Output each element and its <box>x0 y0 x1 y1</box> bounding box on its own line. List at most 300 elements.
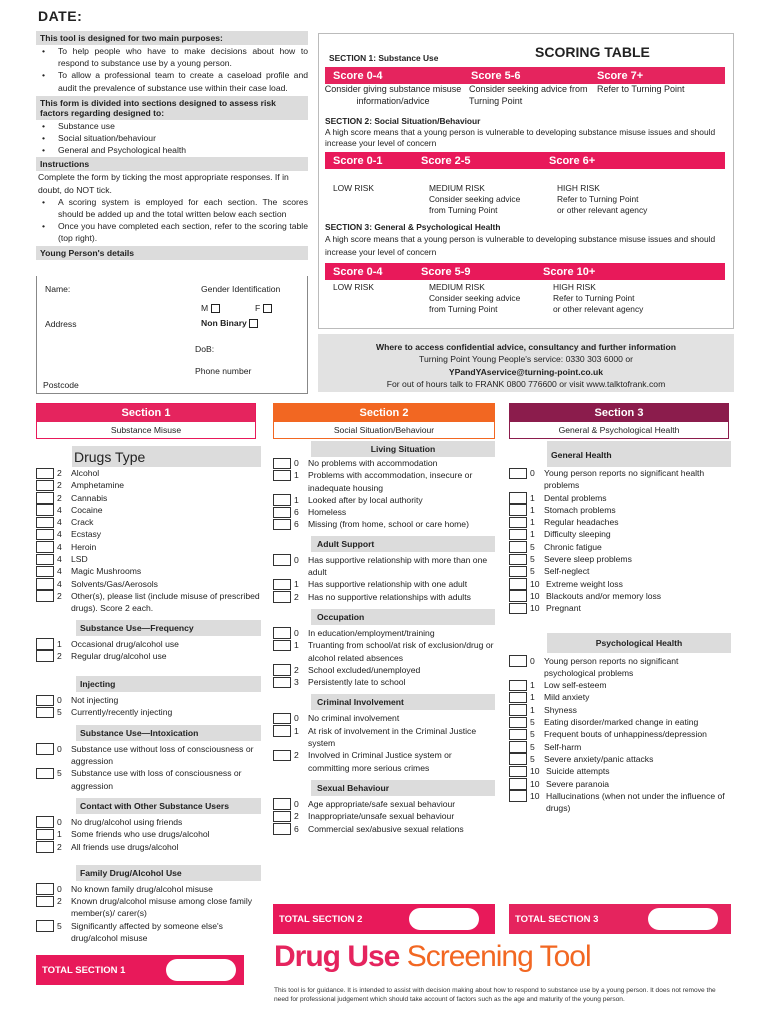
drug-checkbox[interactable] <box>36 554 54 566</box>
drug-score: 4 <box>57 566 62 577</box>
s3-desc-med: MEDIUM RISK Consider seeking advice from Turning Point <box>429 282 521 314</box>
s2-desc-med: MEDIUM RISK Consider seeking advice from Turning Point <box>429 183 521 215</box>
total-section1-label: TOTAL SECTION 1 <box>42 964 126 976</box>
drug-row[interactable] <box>36 565 261 577</box>
occupation-label: School excluded/unemployed <box>308 664 421 675</box>
occupation-row[interactable] <box>273 639 495 664</box>
drug-row[interactable] <box>36 590 261 615</box>
living-score: 1 <box>294 470 299 481</box>
intox-score: 5 <box>57 768 62 779</box>
drug-checkbox[interactable] <box>36 517 54 529</box>
occupation-score: 3 <box>294 677 299 688</box>
occupation-label: Persistently late to school <box>308 677 406 688</box>
family-label: Known drug/alcohol misuse among close family member(s)/ carer(s) <box>71 896 253 919</box>
general-health-row[interactable] <box>509 504 731 516</box>
general-health-label: Regular headaches <box>544 517 619 528</box>
living-label: Problems with accommodation, insecure or inadequate housing <box>308 470 473 493</box>
psych-health-checkbox[interactable] <box>509 692 527 704</box>
general-health-checkbox[interactable] <box>509 492 527 504</box>
general-health-checkbox[interactable] <box>509 517 527 529</box>
s2-band-med: Score 2-5 <box>421 154 471 167</box>
contact-line1: Where to access confidential advice, consultancy and further information <box>376 342 676 352</box>
psych-health-score: 5 <box>530 741 535 752</box>
general-health-label: Self-neglect <box>544 566 590 577</box>
psych-health-checkbox[interactable] <box>509 753 527 765</box>
psych-health-label: Low self-esteem <box>544 680 607 691</box>
living-checkbox[interactable] <box>273 470 291 482</box>
living-score: 6 <box>294 519 299 530</box>
sexual-row[interactable] <box>273 810 495 822</box>
frequency-list <box>36 638 261 663</box>
psych-health-row[interactable] <box>509 765 731 777</box>
section1-body <box>36 446 261 944</box>
criminal-row[interactable] <box>273 712 495 724</box>
living-label: Homeless <box>308 507 347 518</box>
psych-health-row[interactable] <box>509 728 731 740</box>
general-health-row[interactable] <box>509 541 731 553</box>
gender-m-checkbox[interactable] <box>211 304 220 313</box>
sexual-row[interactable] <box>273 798 495 810</box>
drug-checkbox[interactable] <box>36 529 54 541</box>
general-health-score: 0 <box>530 468 535 478</box>
criminal-score: 0 <box>294 713 299 724</box>
general-health-checkbox[interactable] <box>509 578 527 590</box>
support-title: Adult Support <box>311 536 495 552</box>
instruction-item: • Once you have completed each section, refer to the scoring table (top right). <box>36 220 308 244</box>
general-health-row[interactable] <box>509 565 731 577</box>
living-list <box>273 457 495 531</box>
injecting-list <box>36 694 261 719</box>
drug-row[interactable] <box>36 578 261 590</box>
psych-health-checkbox[interactable] <box>509 778 527 790</box>
family-label: No known family drug/alcohol misuse <box>71 883 213 894</box>
criminal-checkbox[interactable] <box>273 750 291 762</box>
details-title: Young Person's details <box>36 246 308 260</box>
psych-health-label: Young person reports no significant psychological problems <box>544 655 679 678</box>
sexual-score: 0 <box>294 798 299 809</box>
drug-label: Magic Mushrooms <box>71 566 142 577</box>
drug-checkbox[interactable] <box>36 541 54 553</box>
general-title: General Health <box>547 441 731 467</box>
general-health-label: Extreme weight loss <box>546 578 623 589</box>
living-checkbox[interactable] <box>273 494 291 506</box>
drug-label: Cannabis <box>71 492 108 503</box>
scoring-table <box>318 33 734 329</box>
general-health-score: 1 <box>530 492 535 503</box>
living-score: 1 <box>294 494 299 505</box>
instructions-title: Instructions <box>36 157 308 171</box>
frequency-row[interactable] <box>36 638 261 650</box>
sexual-title: Sexual Behaviour <box>311 780 495 796</box>
general-health-row[interactable] <box>509 467 731 492</box>
drug-checkbox[interactable] <box>36 504 54 516</box>
general-health-score: 10 <box>530 578 540 589</box>
general-health-label: Chronic fatigue <box>544 541 602 552</box>
injecting-score: 0 <box>57 695 62 706</box>
general-health-checkbox[interactable] <box>509 554 527 566</box>
support-score: 1 <box>294 579 299 590</box>
sexual-row[interactable] <box>273 823 495 835</box>
general-health-score: 5 <box>530 541 535 552</box>
drug-score: 2 <box>57 590 62 601</box>
psych-health-row[interactable] <box>509 716 731 728</box>
living-row[interactable] <box>273 494 495 506</box>
drug-score: 4 <box>57 517 62 528</box>
general-health-score: 5 <box>530 566 535 577</box>
intro-panel <box>36 31 308 260</box>
drug-row[interactable] <box>36 541 261 553</box>
gender-nb-checkbox[interactable] <box>249 319 258 328</box>
total-section1-field[interactable] <box>166 959 236 981</box>
general-health-checkbox[interactable] <box>509 590 527 602</box>
drug-checkbox[interactable] <box>36 590 54 602</box>
psych-health-checkbox[interactable] <box>509 766 527 778</box>
total-section2-label: TOTAL SECTION 2 <box>279 913 363 925</box>
family-checkbox[interactable] <box>36 896 54 908</box>
frequency-checkbox[interactable] <box>36 650 54 662</box>
general-health-checkbox[interactable] <box>509 541 527 553</box>
general-health-label: Difficulty sleeping <box>544 529 611 540</box>
s3-text: A high score means that a young person is vulnerable to developing substance misuse issues and should increase your level of concern <box>325 234 716 257</box>
intox-label: Substance use with loss of consciousness or aggression <box>71 768 242 791</box>
contact-users-checkbox[interactable] <box>36 816 54 828</box>
psych-health-checkbox[interactable] <box>509 680 527 692</box>
gender-m[interactable] <box>201 303 220 313</box>
psych-health-row[interactable] <box>509 790 731 815</box>
section1-subtitle: Substance Misuse <box>110 425 182 435</box>
psych-health-score: 10 <box>530 790 540 801</box>
psych-health-row[interactable] <box>509 655 731 680</box>
purpose-item: • To allow a professional team to create a caseload profile and audit the prevalence of substance use within their case load. <box>36 69 308 93</box>
psych-health-checkbox[interactable] <box>509 655 527 667</box>
general-health-row[interactable] <box>509 492 731 504</box>
general-health-label: Dental problems <box>544 492 607 503</box>
drug-label: Cocaine <box>71 504 103 515</box>
frequency-row[interactable] <box>36 650 261 662</box>
sexual-label: Commercial sex/abusive sexual relations <box>308 823 464 834</box>
living-checkbox[interactable] <box>273 507 291 519</box>
section1-title: Section 1 <box>37 404 255 422</box>
intox-checkbox[interactable] <box>36 743 54 755</box>
support-score: 0 <box>294 554 299 565</box>
living-row[interactable] <box>273 506 495 518</box>
criminal-score: 2 <box>294 750 299 761</box>
s3-band-high: Score 10+ <box>543 265 596 278</box>
purposes-list <box>36 45 308 94</box>
injecting-label: Currently/recently injecting <box>71 707 173 718</box>
support-score: 2 <box>294 591 299 602</box>
support-checkbox[interactable] <box>273 591 291 603</box>
general-health-checkbox[interactable] <box>509 566 527 578</box>
general-health-score: 1 <box>530 504 535 515</box>
sexual-checkbox[interactable] <box>273 798 291 810</box>
purpose-item: • To help people who have to make decisions about how to respond to substance use by a young person. <box>36 45 308 69</box>
family-score: 2 <box>57 896 62 907</box>
psych-health-row[interactable] <box>509 778 731 790</box>
general-health-checkbox[interactable] <box>509 603 527 615</box>
drugs-title: Drugs Type <box>72 446 261 467</box>
drug-score: 2 <box>57 492 62 503</box>
injecting-row[interactable] <box>36 706 261 718</box>
contact-line2: Turning Point Young People's service: 0330 303 6000 or <box>419 354 633 365</box>
psych-health-row[interactable] <box>509 704 731 716</box>
general-health-row[interactable] <box>509 553 731 565</box>
occupation-checkbox[interactable] <box>273 664 291 676</box>
sexual-label: Inappropriate/unsafe sexual behaviour <box>308 811 455 822</box>
occupation-row[interactable] <box>273 676 495 688</box>
family-checkbox[interactable] <box>36 883 54 895</box>
section3-header <box>509 403 729 439</box>
drug-checkbox[interactable] <box>36 480 54 492</box>
general-health-checkbox[interactable] <box>509 504 527 516</box>
general-health-row[interactable] <box>509 516 731 528</box>
sexual-checkbox[interactable] <box>273 823 291 835</box>
support-row[interactable] <box>273 578 495 590</box>
injecting-checkbox[interactable] <box>36 695 54 707</box>
drug-row[interactable] <box>36 528 261 540</box>
gender-m-label: M <box>201 303 209 313</box>
psych-health-checkbox[interactable] <box>509 729 527 741</box>
injecting-row[interactable] <box>36 694 261 706</box>
general-health-label: Young person reports no significant health problems <box>544 468 705 491</box>
contact-users-checkbox[interactable] <box>36 829 54 841</box>
family-list <box>36 883 261 944</box>
sexual-list <box>273 798 495 835</box>
injecting-label: Not injecting <box>71 695 119 706</box>
occupation-label: Truanting from school/at risk of exclusion/drug or alcohol related absences <box>308 640 494 663</box>
psych-health-score: 5 <box>530 717 535 728</box>
dob-label: DoB: <box>195 344 215 354</box>
drug-score: 2 <box>57 480 62 491</box>
brand-title <box>274 940 591 974</box>
psych-health-row[interactable] <box>509 753 731 765</box>
drug-checkbox[interactable] <box>36 468 54 480</box>
contact-email[interactable]: YPandYAservice@turning-point.co.uk <box>448 366 604 377</box>
s1-title: SECTION 1: Substance Use <box>329 53 439 63</box>
support-checkbox[interactable] <box>273 554 291 566</box>
sexual-checkbox[interactable] <box>273 811 291 823</box>
general-health-label: Pregnant <box>546 603 581 614</box>
drugs-list <box>36 467 261 615</box>
drug-checkbox[interactable] <box>36 566 54 578</box>
living-row[interactable] <box>273 518 495 530</box>
psych-health-score: 1 <box>530 692 535 703</box>
total-section2-field[interactable] <box>409 908 479 930</box>
drug-score: 4 <box>57 554 62 565</box>
contact-users-row[interactable] <box>36 816 261 828</box>
section2-header <box>273 403 495 439</box>
occupation-checkbox[interactable] <box>273 640 291 652</box>
living-row[interactable] <box>273 469 495 494</box>
frequency-checkbox[interactable] <box>36 638 54 650</box>
general-list <box>509 467 731 615</box>
family-row[interactable] <box>36 920 261 945</box>
details-form <box>36 276 308 394</box>
living-label: Missing (from home, school or care home) <box>308 519 469 530</box>
psych-health-score: 5 <box>530 729 535 740</box>
sexual-score: 2 <box>294 811 299 822</box>
general-health-checkbox[interactable] <box>509 468 527 480</box>
criminal-checkbox[interactable] <box>273 713 291 725</box>
criminal-checkbox[interactable] <box>273 725 291 737</box>
criminal-label: No criminal involvement <box>308 713 400 724</box>
frequency-label: Occasional drug/alcohol use <box>71 638 179 649</box>
support-row[interactable] <box>273 591 495 603</box>
section-item: • Substance use <box>36 120 308 132</box>
contact-users-label: All friends use drugs/alcohol <box>71 841 179 852</box>
contact-box <box>318 334 734 392</box>
general-health-score: 5 <box>530 554 535 565</box>
family-checkbox[interactable] <box>36 920 54 932</box>
general-health-row[interactable] <box>509 528 731 540</box>
s1-band-low: Score 0-4 <box>333 69 383 82</box>
support-row[interactable] <box>273 554 495 579</box>
family-score: 0 <box>57 883 62 894</box>
section-item: • Social situation/behaviour <box>36 132 308 144</box>
criminal-row[interactable] <box>273 725 495 750</box>
occupation-row[interactable] <box>273 627 495 639</box>
psych-health-checkbox[interactable] <box>509 741 527 753</box>
psych-health-label: Hallucinations (when not under the influence of drugs) <box>546 790 725 814</box>
criminal-label: Involved in Criminal Justice system or committing more serious crimes <box>308 750 452 773</box>
general-health-checkbox[interactable] <box>509 529 527 541</box>
psych-health-checkbox[interactable] <box>509 704 527 716</box>
address-label: Address <box>45 319 77 329</box>
s3-band <box>325 263 725 280</box>
psych-health-score: 10 <box>530 778 540 789</box>
support-checkbox[interactable] <box>273 579 291 591</box>
criminal-row[interactable] <box>273 749 495 774</box>
section3-subtitle: General & Psychological Health <box>558 425 680 435</box>
intox-row[interactable] <box>36 767 261 792</box>
gender-nb[interactable] <box>201 318 258 328</box>
s3-desc-low: LOW RISK <box>333 282 374 292</box>
drug-row[interactable] <box>36 553 261 565</box>
intox-row[interactable] <box>36 743 261 768</box>
drug-label: Crack <box>71 517 94 528</box>
drug-label: Ecstasy <box>71 529 102 540</box>
gender-f-label: F <box>255 303 261 313</box>
general-health-score: 10 <box>530 590 540 601</box>
general-health-row[interactable] <box>509 590 731 602</box>
general-health-row[interactable] <box>509 578 731 590</box>
total-section3-field[interactable] <box>648 908 718 930</box>
s2-band-low: Score 0-1 <box>333 154 383 167</box>
occupation-checkbox[interactable] <box>273 627 291 639</box>
drug-row[interactable] <box>36 504 261 516</box>
support-label: Has supportive relationship with one adult <box>308 579 468 590</box>
sections-list <box>36 120 308 157</box>
psych-health-row[interactable] <box>509 741 731 753</box>
drug-checkbox[interactable] <box>36 578 54 590</box>
intox-score: 0 <box>57 743 62 754</box>
psych-health-label: Mild anxiety <box>544 692 590 703</box>
psych-health-label: Eating disorder/marked change in eating <box>544 717 699 728</box>
frequency-score: 2 <box>57 650 62 661</box>
psych-health-score: 0 <box>530 655 535 666</box>
section2-subtitle: Social Situation/Behaviour <box>333 425 435 435</box>
intox-checkbox[interactable] <box>36 768 54 780</box>
living-score: 6 <box>294 507 299 518</box>
s3-title: SECTION 3: General & Psychological Health <box>325 222 501 232</box>
occupation-title: Occupation <box>311 609 495 625</box>
sections-title: This form is divided into sections designed to assess risk factors regarding designed to: <box>36 96 308 120</box>
drug-score: 4 <box>57 504 62 515</box>
s3-desc-high: HIGH RISK Refer to Turning Point or other relevant agency <box>553 282 644 314</box>
occupation-score: 1 <box>294 640 299 651</box>
psych-health-label: Shyness <box>544 704 577 715</box>
occupation-list <box>273 627 495 688</box>
contact-users-row[interactable] <box>36 828 261 840</box>
psych-health-row[interactable] <box>509 691 731 703</box>
psych-title: Psychological Health <box>547 633 731 653</box>
psych-health-label: Frequent bouts of unhappiness/depression <box>544 729 707 740</box>
gender-f-checkbox[interactable] <box>263 304 272 313</box>
general-health-row[interactable] <box>509 602 731 614</box>
section1-header <box>36 403 256 439</box>
s2-band <box>325 152 725 169</box>
psych-health-checkbox[interactable] <box>509 717 527 729</box>
family-row[interactable] <box>36 895 261 920</box>
living-checkbox[interactable] <box>273 519 291 531</box>
criminal-title: Criminal Involvement <box>311 694 495 710</box>
drug-label: Alcohol <box>71 468 100 478</box>
brand-part1: Drug Use <box>274 940 407 973</box>
psych-health-label: Severe paranoia <box>546 778 610 789</box>
occupation-score: 2 <box>294 664 299 675</box>
drug-row[interactable] <box>36 479 261 491</box>
section2-body <box>273 441 495 835</box>
living-checkbox[interactable] <box>273 458 291 470</box>
injecting-title: Injecting <box>76 676 261 692</box>
frequency-score: 1 <box>57 638 62 649</box>
living-label: No problems with accommodation <box>308 458 438 468</box>
support-label: Has no supportive relationships with adults <box>308 591 471 602</box>
occupation-row[interactable] <box>273 664 495 676</box>
drug-row[interactable] <box>36 516 261 528</box>
contact-users-row[interactable] <box>36 841 261 853</box>
gender-f[interactable] <box>255 303 272 313</box>
injecting-score: 5 <box>57 707 62 718</box>
sexual-score: 6 <box>294 823 299 834</box>
s2-text: A high score means that a young person is vulnerable to developing substance misuse issues and should increase your level of concern <box>325 127 716 148</box>
living-row[interactable] <box>273 457 495 469</box>
living-title: Living Situation <box>311 441 495 457</box>
general-health-label: Stomach problems <box>544 504 616 515</box>
drug-row[interactable] <box>36 467 261 479</box>
drug-checkbox[interactable] <box>36 492 54 504</box>
s1-desc-med: Consider seeking advice from Turning Point <box>469 84 588 106</box>
s1-band <box>325 67 725 84</box>
drug-label: Heroin <box>71 541 97 552</box>
contact-line4: For out of hours talk to FRANK 0800 776600 or visit www.talktofrank.com <box>386 378 666 389</box>
contact-users-score: 1 <box>57 829 62 840</box>
general-health-score: 10 <box>530 603 540 614</box>
contact-users-label: Some friends who use drugs/alcohol <box>71 829 210 840</box>
occupation-checkbox[interactable] <box>273 677 291 689</box>
family-row[interactable] <box>36 883 261 895</box>
drug-row[interactable] <box>36 492 261 504</box>
name-label: Name: <box>45 284 71 294</box>
injecting-checkbox[interactable] <box>36 707 54 719</box>
contact-users-label: No drug/alcohol using friends <box>71 816 183 827</box>
gender-nb-label: Non Binary <box>201 318 247 328</box>
psych-health-checkbox[interactable] <box>509 790 527 802</box>
section3-title: Section 3 <box>510 404 728 422</box>
occupation-label: In education/employment/training <box>308 627 435 638</box>
contact-users-checkbox[interactable] <box>36 841 54 853</box>
psych-health-row[interactable] <box>509 679 731 691</box>
